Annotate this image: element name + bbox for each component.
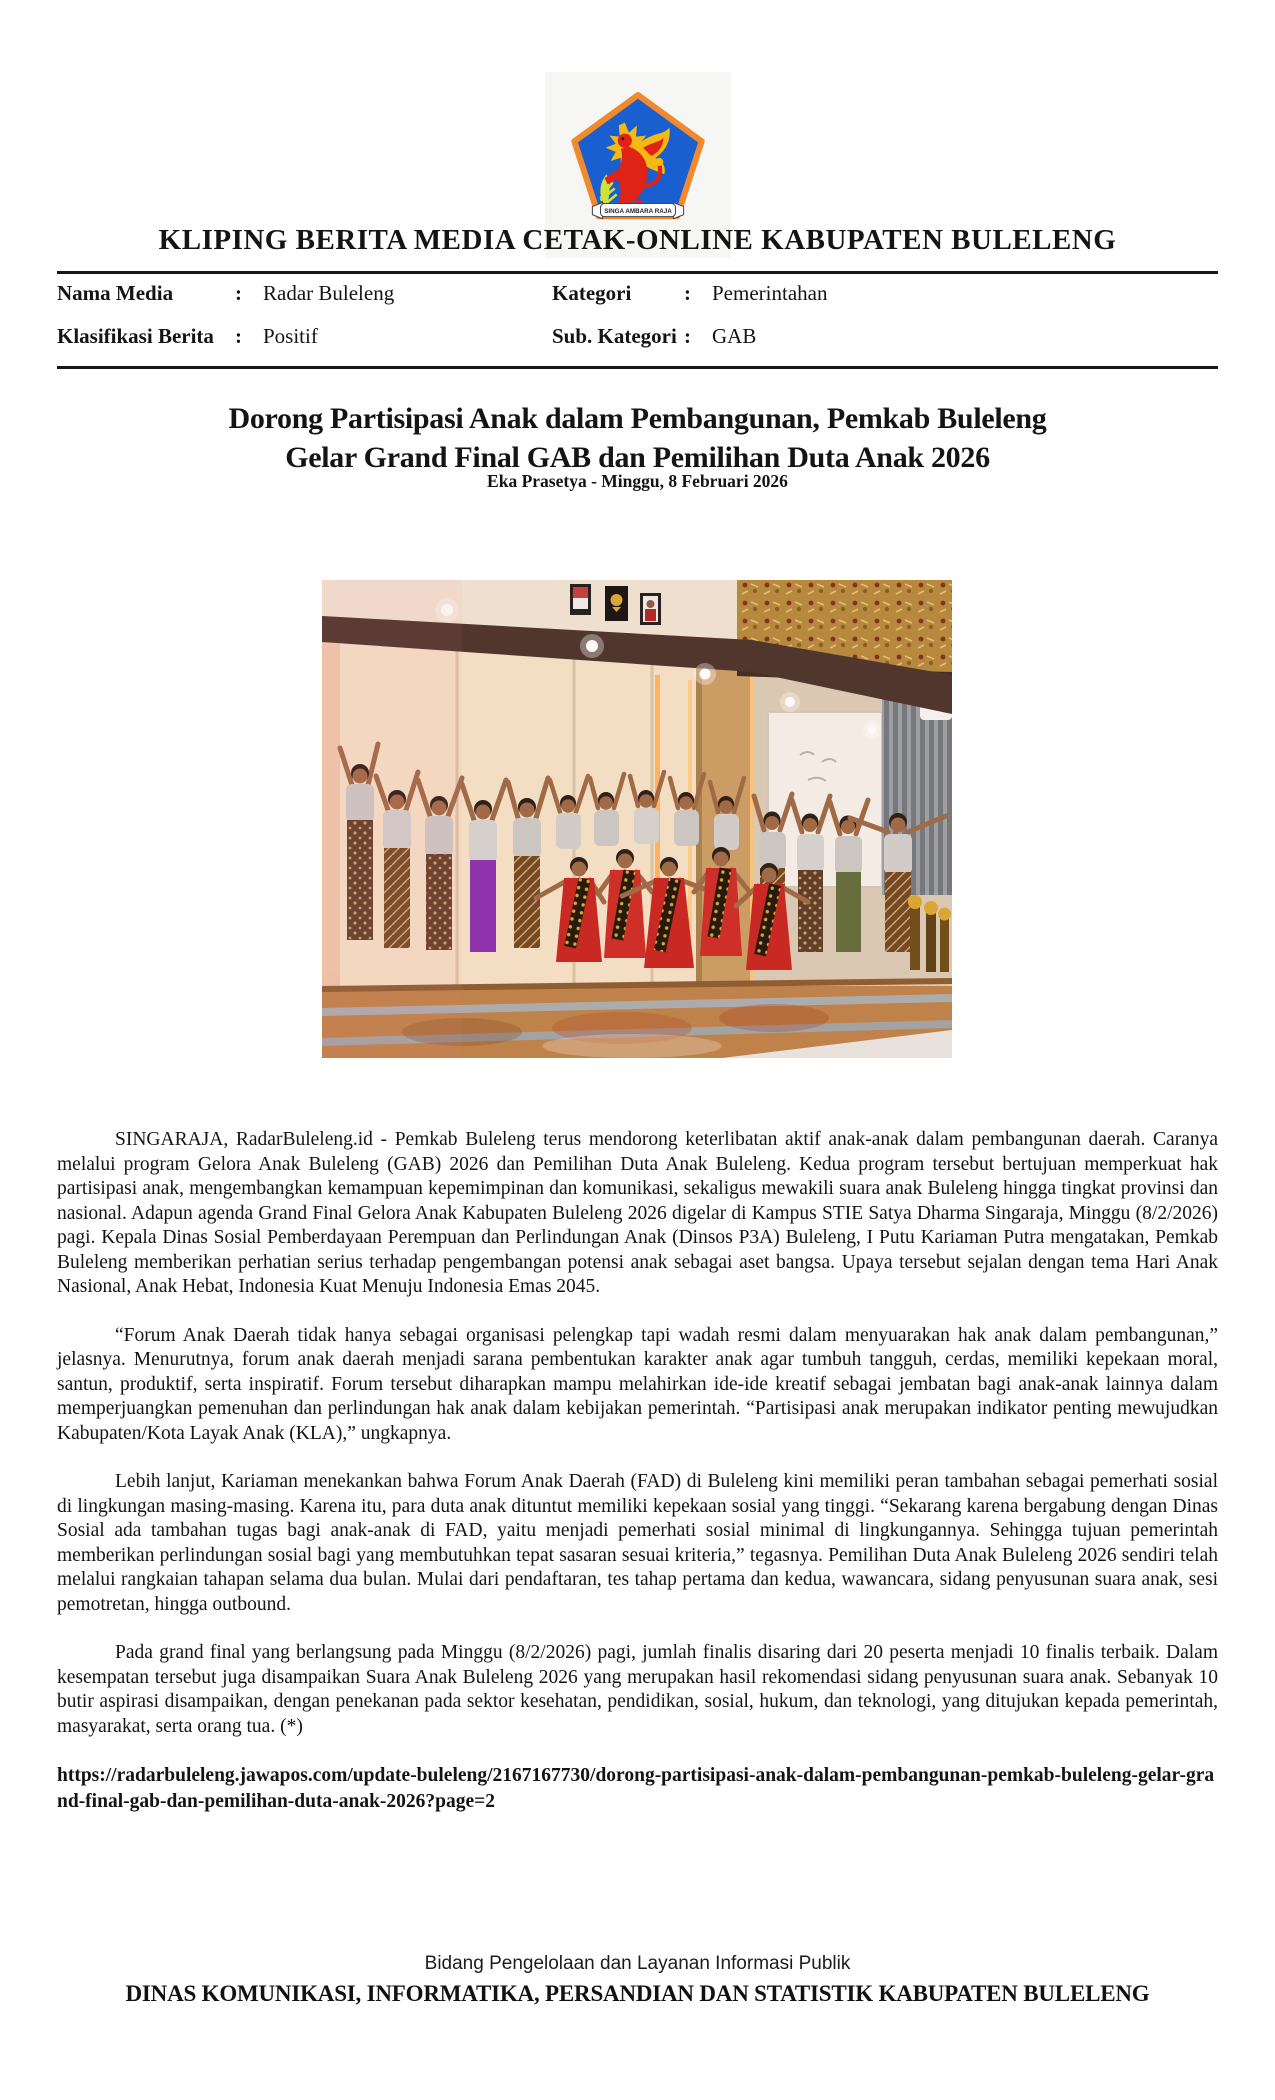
footer-agency: DINAS KOMUNIKASI, INFORMATIKA, PERSANDIAN DAN STATISTIK KABUPATEN BULELENG	[125, 1981, 1150, 2006]
singa-ambara-raja-crest-icon	[562, 89, 714, 241]
article-paragraph-3: Lebih lanjut, Kariaman menekankan bahwa Forum Anak Daerah (FAD) di Buleleng kini memiliki peran tambahan sebagai pemerhati sosial di lingkungan masing-masing. Karena itu, para duta anak dituntut memiliki kepekaan sosial yang tinggi. “Sekarang karena bergabung dengan Dinas Sosial ada tambahan tugas bagi anak-anak di FAD, yaitu menjadi pemerhati sosial minimal di lingkungannya. Sehingga tujuan pemerintah memberikan perlindungan sosial bagi yang membutuhkan tepat sasaran sesuai kriteria,” tegasnya. Pemilihan Duta Anak Buleleng 2026 sendiri telah melalui rangkaian tahapan selama dua bulan. Mulai dari pendaftaran, tes tahap pertama dan kedua, wawancara, sidang penyusunan suara anak, sesi pemotretan, hingga outbound.	[57, 1471, 1218, 1615]
meta-label: Kategori	[552, 281, 632, 305]
article-byline: Eka Prasetya - Minggu, 8 Februari 2026	[487, 471, 788, 491]
meta-colon: :	[684, 324, 691, 348]
article-paragraph-2: “Forum Anak Daerah tidak hanya sebagai organisasi pelengkap tapi wadah resmi dalam menyuarakan hak anak dalam pembangunan,” jelasnya. Menurutnya, forum anak daerah menjadi sarana pembentukan karakter anak agar tumbuh tangguh, cerdas, memiliki kepekaan moral, santun, produktif, serta inspiratif. Forum tersebut diharapkan mampu melahirkan ide-ide kreatif sebagai jembatan bagi anak-anak lainnya dalam memperjuangkan pemenuhan dan perlindungan hak anak dalam kebijakan pemerintah. “Partisipasi anak merupakan indikator penting mewujudkan Kabupaten/Kota Layak Anak (KLA),” ungkapnya.	[57, 1324, 1218, 1444]
meta-value: Pemerintahan	[712, 281, 828, 305]
meta-value: Positif	[263, 324, 318, 348]
meta-label: Klasifikasi Berita	[57, 324, 214, 348]
meta-label: Sub. Kategori	[552, 324, 677, 348]
meta-left-column	[57, 281, 617, 367]
article-title-line2: Gelar Grand Final GAB dan Pemilihan Duta Anak 2026	[285, 441, 990, 474]
document-footer	[0, 1953, 1275, 2007]
article-title-line1: Dorong Partisipasi Anak dalam Pembangunan, Pemkab Buleleng	[228, 402, 1047, 435]
meta-colon: :	[684, 281, 691, 305]
article-body	[57, 1128, 1218, 1815]
meta-label: Nama Media	[57, 281, 174, 305]
footer-division: Bidang Pengelolaan dan Layanan Informasi Publik	[424, 1953, 851, 1974]
article-source-url[interactable]: https://radarbuleleng.jawapos.com/update-buleleng/2167167730/dorong-partisipasi-anak-dalam-pembangunan-pemkab-buleleng-gelar-grand-final-gab-dan-pemilihan-duta-anak-2026?page=2	[57, 1765, 1215, 1812]
meta-right-column	[552, 281, 1152, 367]
article-photo	[322, 580, 952, 1058]
stage-group-photo-illustration	[322, 580, 952, 1058]
divider-meta-bottom	[57, 366, 1218, 369]
clipping-meta	[57, 281, 1218, 365]
crest-banner-text: SINGA AMBARA RAJA	[603, 208, 672, 216]
meta-row-klasifikasi	[57, 324, 617, 367]
article-paragraph-4: Pada grand final yang berlangsung pada Minggu (8/2/2026) pagi, jumlah finalis disaring dari 20 peserta menjadi 10 finalis terbaik. Dalam kesempatan tersebut juga disampaikan Suara Anak Buleleng 2026 yang merupakan hasil rekomendasi sidang penyusunan suara anak. Sebanyak 10 butir aspirasi disampaikan, dengan penekanan pada sektor kesehatan, pendidikan, sosial, hukum, dan teknologi, yang ditujukan kepada pemerintah, masyarakat, serta orang tua. (*)	[57, 1642, 1218, 1737]
article-title	[0, 399, 1275, 477]
meta-value: Radar Buleleng	[263, 281, 395, 305]
meta-value: GAB	[712, 324, 757, 348]
meta-row-nama-media	[57, 281, 617, 324]
meta-row-sub-kategori	[552, 324, 1152, 367]
page-title: KLIPING BERITA MEDIA CETAK-ONLINE KABUPATEN BULELENG	[158, 224, 1117, 256]
meta-colon: :	[235, 281, 242, 305]
meta-row-kategori	[552, 281, 1152, 324]
divider-top	[57, 271, 1218, 274]
meta-colon: :	[235, 324, 242, 348]
article-paragraph-1: SINGARAJA, RadarBuleleng.id - Pemkab Buleleng terus mendorong keterlibatan aktif anak-anak dalam pembangunan daerah. Caranya melalui program Gelora Anak Buleleng (GAB) 2026 dan Pemilihan Duta Anak Buleleng. Kedua program tersebut bertujuan memperkuat hak partisipasi anak, mengembangkan kemampuan kepemimpinan dan komunikasi, sekaligus mewakili suara anak Buleleng hingga tingkat provinsi dan nasional. Adapun agenda Grand Final Gelora Anak Kabupaten Buleleng 2026 digelar di Kampus STIE Satya Dharma Singaraja, Minggu (8/2/2026) pagi. Kepala Dinas Sosial Pemberdayaan Perempuan dan Perlindungan Anak (Dinsos P3A) Buleleng, I Putu Kariaman Putra mengatakan, Pemkab Buleleng memberikan perhatian serius terhadap pengembangan potensi anak sebagai aset bangsa. Upaya tersebut sejalan dengan tema Hari Anak Nasional, Anak Hebat, Indonesia Kuat Menuju Indonesia Emas 2045.	[57, 1129, 1218, 1297]
